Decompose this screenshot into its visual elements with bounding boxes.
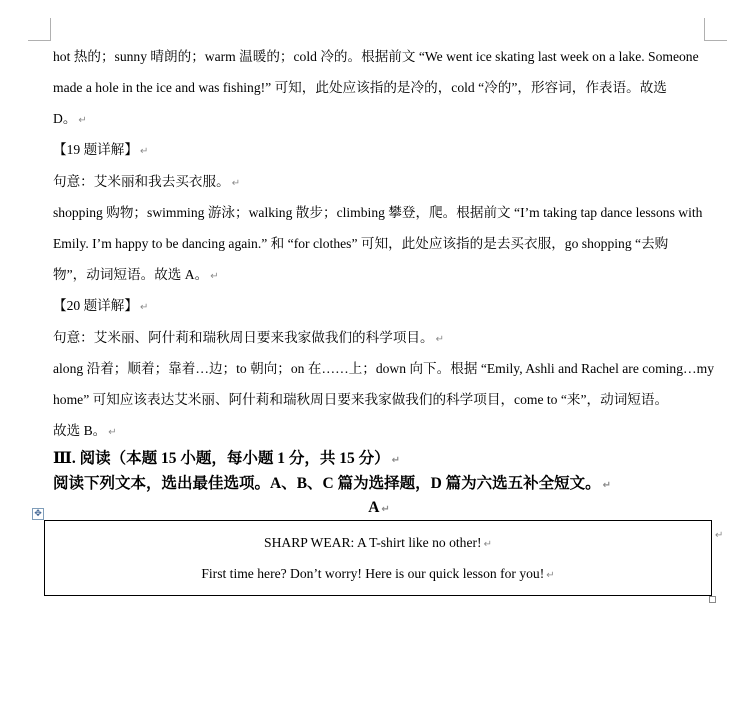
paragraph-line: 句意：艾米丽、阿什莉和瑞秋周日要来我家做我们的科学项目。 ↵ xyxy=(53,330,445,345)
passage-label: A ↵ xyxy=(368,499,390,516)
section-instruction: 阅读下列文本，选出最佳选项。A、B、C 篇为选择题，D 篇为六选五补全短文。 ↵ xyxy=(53,475,612,492)
paragraph-mark-icon: ↵ xyxy=(546,570,555,581)
table-move-handle-icon[interactable]: ✥ xyxy=(32,508,44,520)
paragraph-mark-icon: ↵ xyxy=(391,455,401,466)
paragraph-line: shopping 购物；swimming 游泳；walking 散步；climbing 攀登，爬。根据前文 “I’m taking tap dance lessons with xyxy=(53,205,703,220)
section-heading: Ⅲ. 阅读（本题 15 小题，每小题 1 分，共 15 分） ↵ xyxy=(53,450,401,467)
question-20-heading: 【20 题详解】 ↵ xyxy=(53,298,149,313)
table-resize-handle[interactable] xyxy=(709,596,716,603)
paragraph-line: made a hole in the ice and was fishing!” 可知，此处应该指的是冷的，cold “冷的”，形容词，作表语。故选 xyxy=(53,80,667,95)
paragraph-line: Emily. I’m happy to be dancing again.” 和 “for clothes” 可知，此处应该指的是去买衣服，go shopping “去购 xyxy=(53,236,669,251)
paragraph-mark-icon: ↵ xyxy=(602,480,612,491)
paragraph-line: 句意：艾米丽和我去买衣服。 ↵ xyxy=(53,174,241,189)
paragraph-mark-icon: ↵ xyxy=(435,334,445,345)
paragraph-mark-icon: ↵ xyxy=(210,271,219,282)
paragraph-line: hot 热的；sunny 晴朗的；warm 温暖的；cold 冷的。根据前文 “We went ice skating last week on a lake. Someone xyxy=(53,49,699,64)
passage-table xyxy=(44,520,712,596)
paragraph-line: home” 可知应该表达艾米丽、阿什莉和瑞秋周日要来我家做我们的科学项目，come to “来”，动词短语。 xyxy=(53,392,669,407)
paragraph-mark-icon: ↵ xyxy=(139,302,149,313)
question-19-heading: 【19 题详解】 ↵ xyxy=(53,142,149,157)
page-corner-top-left xyxy=(28,18,51,41)
passage-subtitle: First time here? Don’t worry! Here is our quick lesson for you! ↵ xyxy=(201,566,555,581)
passage-title: SHARP WEAR: A T-shirt like no other! ↵ xyxy=(264,535,492,550)
paragraph-line: 物”，动词短语。故选 A。 ↵ xyxy=(53,267,219,282)
paragraph-mark-icon: ↵ xyxy=(108,427,117,438)
paragraph-mark-icon: ↵ xyxy=(231,178,241,189)
paragraph-line: 故选 B。 ↵ xyxy=(53,423,117,438)
paragraph-mark-icon: ↵ xyxy=(78,115,87,126)
row-end-mark-icon: ↵ xyxy=(715,530,724,541)
paragraph-mark-icon: ↵ xyxy=(139,146,149,157)
paragraph-line: D。 ↵ xyxy=(53,111,87,126)
page-corner-top-right xyxy=(704,18,727,41)
paragraph-mark-icon: ↵ xyxy=(381,504,390,515)
paragraph-line: along 沿着；顺着；靠着…边；to 朝向；on 在……上；down 向下。根据 “Emily, Ashli and Rachel are coming…my xyxy=(53,361,714,376)
paragraph-mark-icon: ↵ xyxy=(483,539,492,550)
